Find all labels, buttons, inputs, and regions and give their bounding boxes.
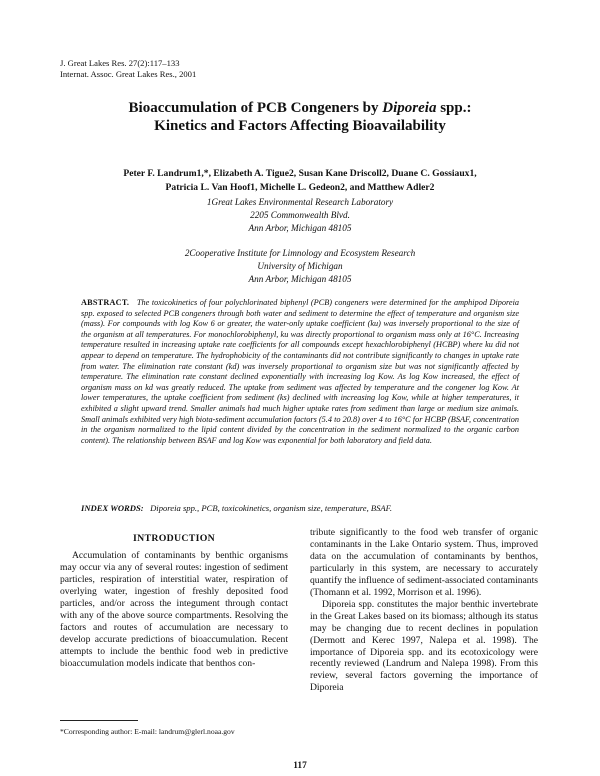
abstract-label: ABSTRACT. [81,298,130,307]
authors-line-1: Peter F. Landrum1,*, Elizabeth A. Tigue2, Susan Kane Driscoll2, Duane C. Gossiaux1, [123,168,477,179]
index-words-label: INDEX WORDS: [81,503,144,513]
abstract [81,298,519,446]
title-line-1: Bioaccumulation of PCB Congeners by Diporeia spp.: [128,100,472,116]
affiliation-1-name: 1Great Lakes Environmental Research Laboratory [206,197,394,207]
intro-paragraph-2: Diporeia spp. constitutes the major benthic invertebrate in the Great Lakes based on its biomass; although its status may be changing due to recent declines in population (Dermott and Kerec 1997, Nalepa et al. 1998). The importance of Diporeia spp. and its ecotoxicology were recently reviewed (Landrum and Nalepa 1998). From this review, several factors governing the importance of Diporeia [310,598,538,694]
index-words-text: spp., PCB, toxicokinetics, organism size, temperature, BSAF. [180,503,392,513]
intro-paragraph-1: Accumulation of contaminants by benthic organisms may occur via any of several routes: ingestion of sediment particles, respiration of interstitial water, respiration of overlying water, ingestion of freshly deposited food particles, and/or across the integument through contact with any of the above source compartments. Resolving the factors and routes of accumulation are necessary to develop accurate predictions of bioaccumulation. Recent attempts to include the benthic food web in predictive bioaccumulation models indicate that benthos con- [60,549,288,669]
index-words-genus: Diporeia [150,503,181,513]
title-line-2: Kinetics and Factors Affecting Bioavailability [154,118,446,134]
affiliation-2-university: University of Michigan [257,261,343,271]
intro-paragraph-1-continued: tribute significantly to the food web transfer of organic contaminants in the Lake Ontario system. Thus, improved data on the accumulation of contaminants by benthos, particularly in this system, are necessary to accurately quantify the influence of sediment-associated contaminants (Thomann et al. 1992, Morrison et al. 1996). [310,527,538,598]
authors-line-2: Patricia L. Van Hoof1, Michelle L. Gedeon2, and Matthew Adler2 [165,181,435,193]
affiliation-2 [80,247,520,286]
affiliation-2-city: Ann Arbor, Michigan 48105 [248,274,352,284]
paper-title [70,99,530,135]
abstract-text: The toxicokinetics of four polychlorinated biphenyl (PCB) congeners were determined for the amphipod Diporeia spp. exposed to selected PCB congeners through both water and sediment to determine the effect of temperature and organism size (mass). For compounds with log Kow 6 or greater, the water-only uptake coefficient (ku) was inversely proportional to the size of the organism at all temperatures. For monochlorobiphenyl, ku was directly proportional to organism mass only at 16°C. Increasing temperature resulted in increasing uptake rate coefficients for all compounds except hexachlorobiphenyl (HCBP) where ku did not appear to depend on temperature. The hydrophobicity of the contaminants did not contribute significantly to changes in uptake rate from water. The elimination rate constant (kd) was inversely proportional to organism size but was not significantly affected by temperature. The elimination rate constant declined exponentially with increasing log Kow. As log Kow increased, the effect of organism mass on kd was greatly reduced. The uptake from sediment was affected by temperature and the congener log Kow. At lower temperatures, the uptake coefficient from sediment (ks) declined with increasing log Kow, while at higher temperatures, it exhibited a slight upward trend. Smaller animals had much higher uptake rates from sediment than large or medium size animals. Small animals exhibited very high biota-sediment accumulation factors (5.4 to 20.8) over 4 to 16°C for HCBP (BSAF, concentration in the organism normalized to the lipid content divided by the concentration in the sediment normalized to the organic carbon content). The relationship between BSAF and log Kow was exponential for both laboratory and field data. [81,298,519,445]
author-list [70,167,530,194]
right-column [310,527,538,694]
journal-header [60,58,196,80]
affiliation-1-street: 2205 Commonwealth Blvd. [250,210,350,220]
journal-citation: J. Great Lakes Res. 27(2):117–133 [60,58,180,68]
affiliation-1-city: Ann Arbor, Michigan 48105 [248,223,352,233]
affiliation-1 [80,196,520,235]
section-heading-introduction: INTRODUCTION [133,533,215,544]
left-column [60,533,288,669]
corresponding-author-footnote: *Corresponding author: E-mail: landrum@glerl.noaa.gov [60,727,235,736]
page-number: 117 [293,761,307,771]
affiliation-2-name: 2Cooperative Institute for Limnology and Ecosystem Research [184,248,416,258]
footnote-divider [60,720,138,721]
journal-publisher: Internat. Assoc. Great Lakes Res., 2001 [60,69,197,79]
index-words [81,503,519,514]
